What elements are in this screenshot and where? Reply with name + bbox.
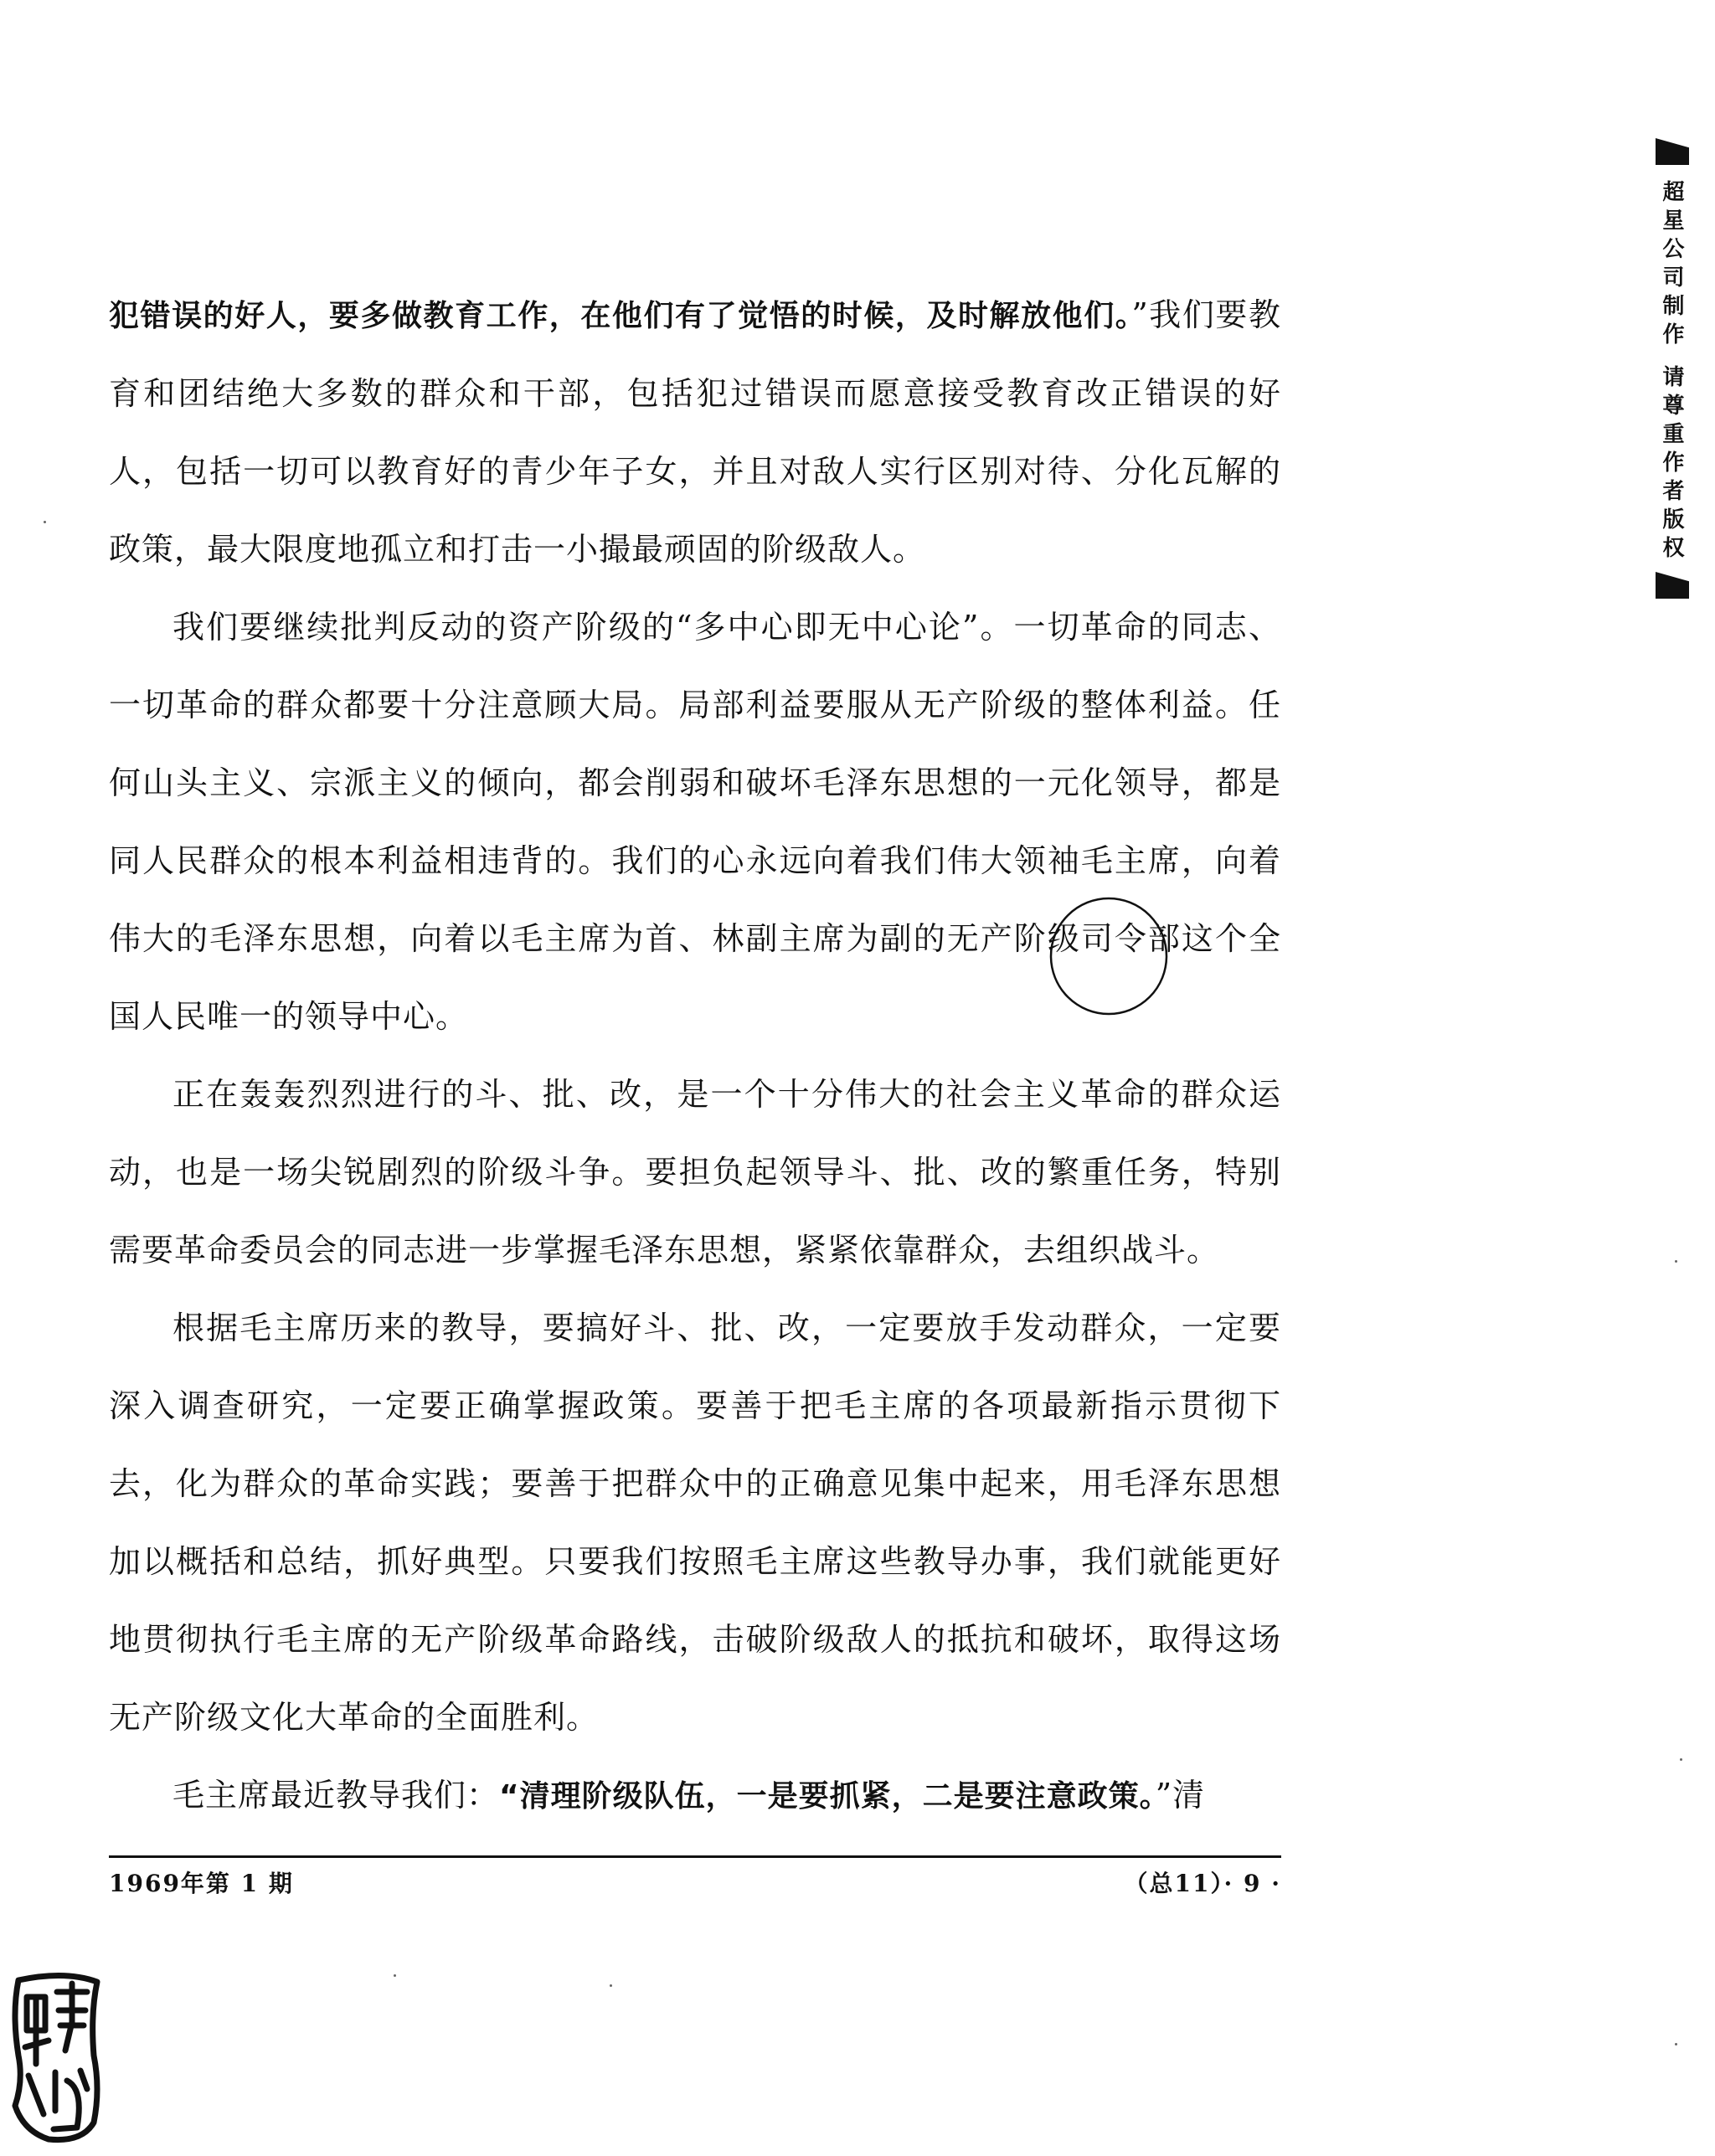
scan-speck [44, 521, 46, 523]
pen-circle-mark [1048, 896, 1169, 1016]
text-run: 根据毛主席历来的教导，要搞好斗、批、改，一定要放手发动群众，一定要深入调查研究，一定要正确掌握政策。要善于把毛主席的各项最新指示贯彻下去，化为群众的革命实践；要善于把群众中的正确意见集中起来，用毛泽东思想加以概括和总结，抓好典型。只要我们按照毛主席这些教导办事，我们就能更好地贯彻执行毛主席的无产阶级革命路线，击破阶级敌人的抵抗和破坏，取得这场无产阶级文化大革命的全面胜利。 [109, 1310, 1281, 1736]
footer-page-number: （总11）· 9 · [1124, 1870, 1281, 1897]
footer-rule [109, 1855, 1281, 1858]
scan-speck [610, 1984, 612, 1987]
paragraph-5 [109, 1757, 1281, 1835]
text-run: 我们要继续批判反动的资产阶级的“多中心即无中心论”。一切革命的同志、一切革命的群众都要十分注意顾大局。局部利益要服从无产阶级的整体利益。任何山头主义、宗派主义的倾向，都会削弱和破坏毛泽东思想的一元化领导，都是同人民群众的根本利益相违背的。我们的心永远向着我们伟大领袖毛主席，向着伟大的毛泽东思想，向着以毛主席为首、林副主席为副的无产阶级司令部这个全国人民唯一的领导中心。 [109, 609, 1281, 1035]
watermark-text: 超星公司制作 请尊重作者版权 [1659, 180, 1684, 565]
banner-bar-icon [1656, 138, 1689, 165]
text-run: ”我们要教育和团结绝大多数的群众和干部，包括犯过错误而愿意接受教育改正错误的好人，包括一切可以教育好的青少年子女，并且对敌人实行区别对待、分化瓦解的政策，最大限度地孤立和打击一小撮最顽固的阶级敌人。 [109, 296, 1281, 568]
paragraph-1 [109, 276, 1281, 589]
paragraph-4 [109, 1289, 1281, 1757]
footer-issue: 1969年第 1 期 [109, 1870, 294, 1897]
side-watermark-banner [1654, 138, 1692, 599]
paragraph-3 [109, 1056, 1281, 1289]
bold-quote-run: 犯错误的好人，要多做教育工作，在他们有了觉悟的时候，及时解放他们。 [109, 299, 1132, 333]
scan-speck [1680, 1758, 1682, 1761]
text-run: 正在轰轰烈烈进行的斗、批、改，是一个十分伟大的社会主义革命的群众运动，也是一场尖锐剧烈的阶级斗争。要担负起领导斗、批、改的繁重任务，特别需要革命委员会的同志进一步掌握毛泽东思想，紧紧依靠群众，去组织战斗。 [109, 1076, 1281, 1268]
seal-stamp-icon [7, 1963, 106, 2148]
article-body [109, 276, 1281, 1835]
bold-quote-run: “清理阶级队伍，一是要抓紧，二是要注意政策。 [499, 1779, 1156, 1814]
banner-bar-icon [1656, 572, 1689, 599]
scan-speck [394, 1974, 396, 1977]
scan-speck [1675, 1260, 1677, 1263]
text-run: ”清 [1155, 1777, 1206, 1814]
scan-speck [1675, 2043, 1677, 2045]
text-run: 毛主席最近教导我们： [173, 1777, 500, 1814]
